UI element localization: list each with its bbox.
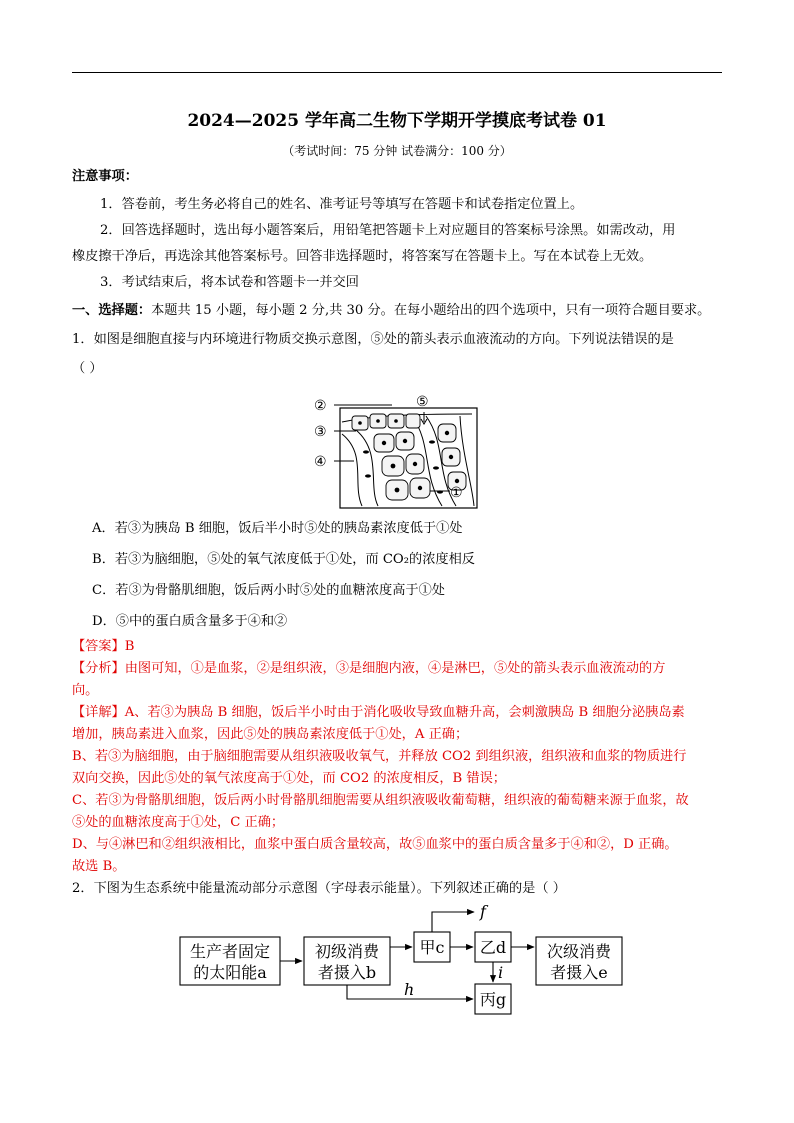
q1-detail-4: D、与④淋巴和②组织液相比，血浆中蛋白质含量较高，故⑤血浆中的蛋白质含量多于④和②，D 正确。 <box>72 837 678 852</box>
exam-info: （考试时间：75 分钟 试卷满分：100 分） <box>282 144 512 158</box>
q1-detail-3b: ⑤处的血糖浓度高于①处，C 正确； <box>72 815 285 830</box>
q1-analysis-a: 【分析】由图可知，①是血浆，②是组织液，③是细胞内液，④是淋巴，⑤处的箭头表示血液流动的方 <box>72 661 666 676</box>
section-1-heading: 一、选择题： <box>72 303 152 318</box>
page-title: 2024—2025 学年高二生物下学期开学摸底考试卷 01 <box>187 111 607 131</box>
figure-label-3: ③ <box>314 424 327 440</box>
box-secondary-l2: 者摄入e <box>550 963 608 982</box>
q2-stem: 2．下图为生态系统中能量流动部分示意图（字母表示能量）。下列叙述正确的是（ ） <box>72 881 566 896</box>
q1-answer: 【答案】B <box>72 639 135 654</box>
q1-detail-1b: 增加，胰岛素进入血浆，因此⑤处的胰岛素浓度低于①处，A 正确； <box>72 727 469 742</box>
box-primary-l1: 初级消费 <box>314 942 380 961</box>
figure-label-1: ① <box>450 485 463 501</box>
box-yi-label: 乙d <box>479 938 507 957</box>
q1-cell-figure <box>312 394 482 512</box>
q1-option-b: B．若③为脑细胞，⑤处的氧气浓度低于①处，而 CO₂的浓度相反 <box>92 552 475 567</box>
figure-label-2: ② <box>314 398 327 414</box>
figure-label-4: ④ <box>314 454 327 470</box>
section-1-desc: 本题共 15 小题，每小题 2 分,共 30 分。在每小题给出的四个选项中，只有一项符合题目要求。 <box>151 303 711 318</box>
box-secondary-l1: 次级消费 <box>546 942 612 961</box>
q1-stem-b: （ ） <box>72 361 103 376</box>
box-bing-label: 丙g <box>479 990 507 1009</box>
q1-detail-2b: 双向交换，因此⑤处的氧气浓度高于①处，而 CO2 的浓度相反，B 错误； <box>72 771 506 786</box>
notice-item-3: 3．考试结束后，将本试卷和答题卡一并交回 <box>100 275 359 290</box>
box-primary-l2: 者摄入b <box>317 963 377 982</box>
box-jia-label: 甲c <box>419 938 445 957</box>
notice-heading: 注意事项： <box>72 169 138 184</box>
figure-label-5: ⑤ <box>416 394 429 410</box>
q1-option-d: D．⑤中的蛋白质含量多于④和② <box>92 614 288 629</box>
q1-option-c: C．若③为骨骼肌细胞，饭后两小时⑤处的血糖浓度高于①处 <box>92 583 445 598</box>
q1-stem-a: 1．如图是细胞直接与内环境进行物质交换示意图，⑤处的箭头表示血液流动的方向。下列说法错误的是 <box>72 332 674 347</box>
q1-conclusion: 故选 B。 <box>72 859 126 874</box>
box-producer-l1: 生产者固定 <box>189 942 271 961</box>
q1-option-a: A．若③为胰岛 B 细胞，饭后半小时⑤处的胰岛素浓度低于①处 <box>92 521 463 536</box>
energy-flow-diagram <box>178 900 624 1020</box>
label-f: f <box>480 902 486 921</box>
section-1-line <box>72 302 732 320</box>
label-h: h <box>404 980 415 999</box>
q1-analysis-b: 向。 <box>72 683 99 698</box>
top-rule <box>72 72 722 73</box>
box-producer-l2: 的太阳能a <box>193 963 267 982</box>
q1-detail-2a: B、若③为脑细胞，由于脑细胞需要从组织液吸收氧气，并释放 CO2 到组织液，组织液和血浆的物质进行 <box>72 749 687 764</box>
q1-detail-3a: C、若③为骨骼肌细胞，饭后两小时骨骼肌细胞需要从组织液吸收葡萄糖，组织液的葡萄糖来源于血浆，故 <box>72 793 689 808</box>
q1-detail-1a: 【详解】A、若③为胰岛 B 细胞，饭后半小时由于消化吸收导致血糖升高，会刺激胰岛 B 细胞分泌胰岛素 <box>72 705 685 720</box>
label-i: i <box>498 963 504 982</box>
notice-item-1: 1．答卷前，考生务必将自己的姓名、准考证号等填写在答题卡和试卷指定位置上。 <box>100 197 584 212</box>
notice-item-2a: 2．回答选择题时，选出每小题答案后，用铅笔把答题卡上对应题目的答案标号涂黑。如需改动，用 <box>100 223 676 238</box>
notice-item-2b: 橡皮擦干净后，再选涂其他答案标号。回答非选择题时，将答案写在答题卡上。写在本试卷上无效。 <box>72 249 653 264</box>
